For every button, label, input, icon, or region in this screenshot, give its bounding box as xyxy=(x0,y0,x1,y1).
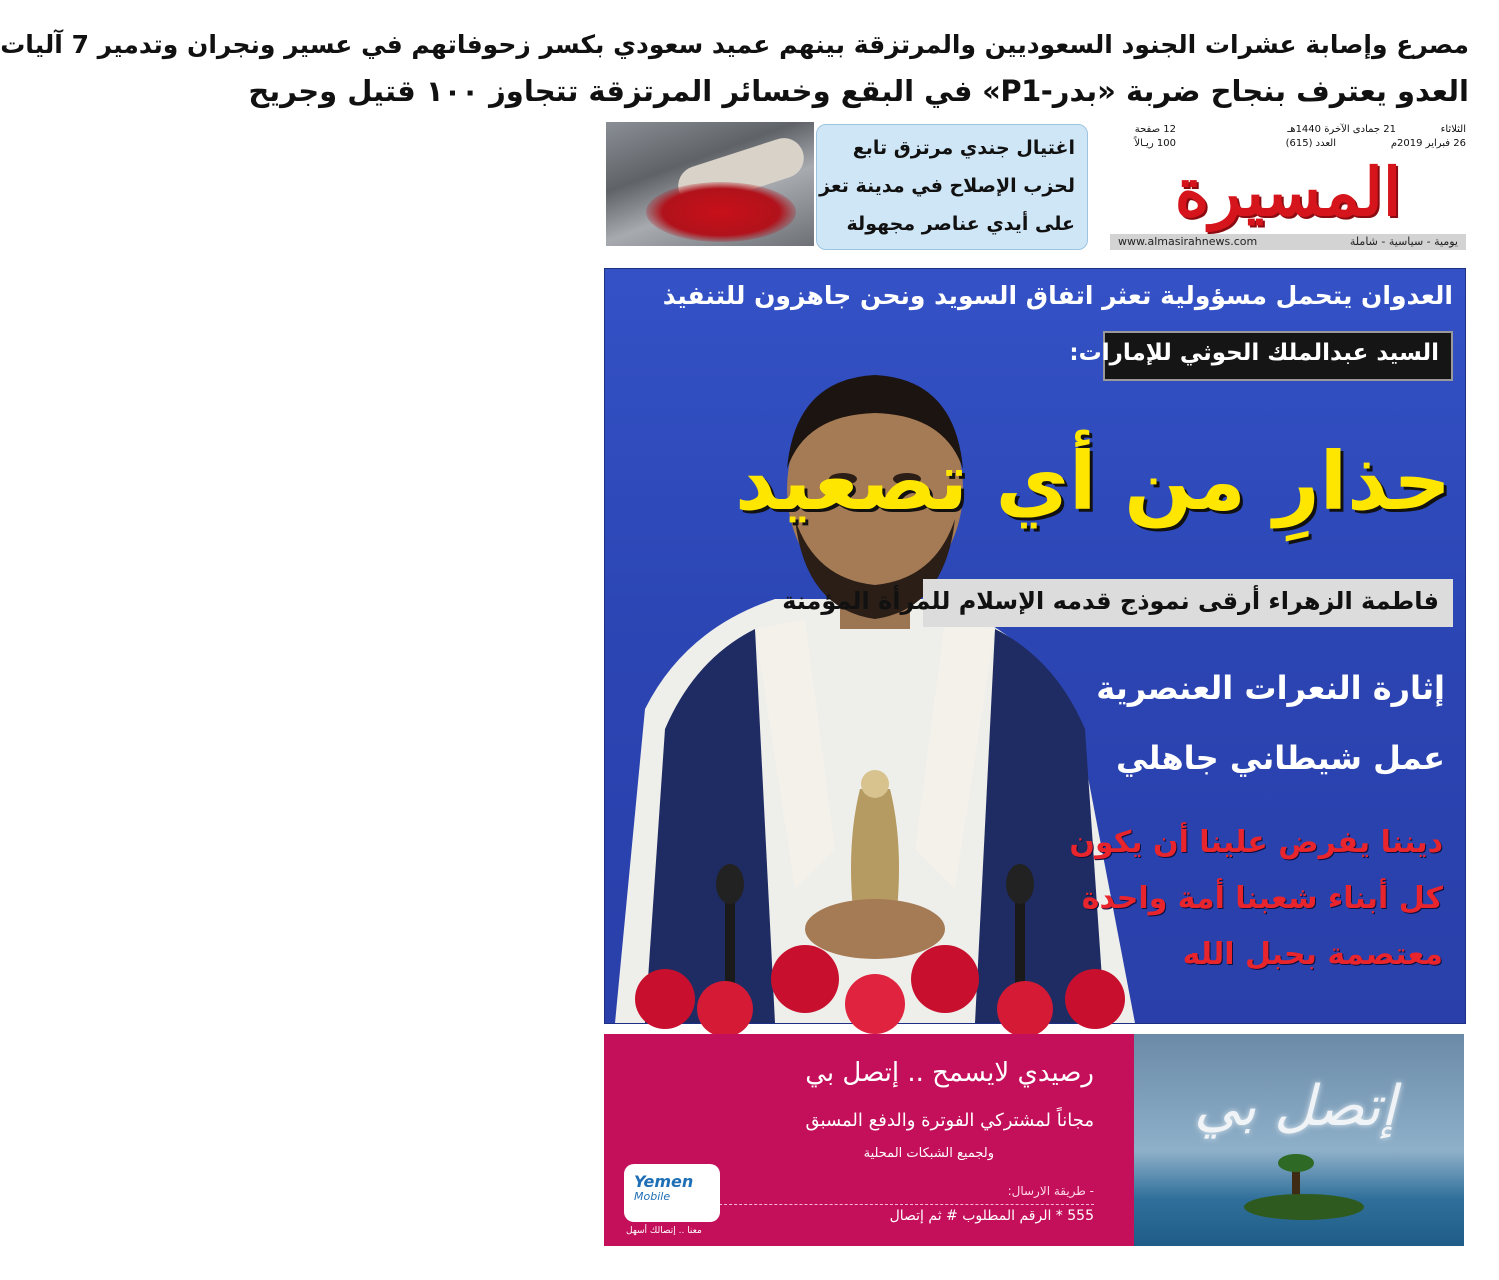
speaker-label: السيد عبدالملك الحوثي للإمارات: xyxy=(1069,340,1439,366)
tagline: يومية - سياسية - شاملة xyxy=(1349,235,1458,248)
white-line-2: عمل شيطاني جاهلي xyxy=(1116,739,1445,777)
masthead-strip xyxy=(1110,234,1466,250)
meta-day: الثلاثاء xyxy=(1440,124,1466,135)
subheadline-box xyxy=(782,579,1453,627)
ad-method: 555 * الرقم المطلوب # ثم إتصال xyxy=(889,1208,1094,1224)
advertisement[interactable] xyxy=(604,1034,1464,1246)
red-line-3: معتصمة بحبل الله xyxy=(1182,937,1443,972)
website[interactable]: www.almasirahnews.com xyxy=(1118,235,1258,248)
ad-title: رصيدي لايسمح .. إتصل بي xyxy=(805,1058,1094,1088)
teaser-line-2: لحزب الإصلاح في مدينة تعز xyxy=(819,175,1075,197)
teaser-line-1: اغتيال جندي مرتزق تابع xyxy=(852,137,1075,159)
ad-line-2: مجاناً لمشتركي الفوترة والدفع المسبق xyxy=(805,1110,1094,1131)
red-line-2: كل أبناء شعبنا أمة واحدة xyxy=(1081,881,1443,916)
meta-price: 100 ريـالاً xyxy=(1134,138,1176,149)
ad-image xyxy=(1134,1034,1464,1246)
ad-divider xyxy=(714,1204,1094,1205)
speaker-label-box xyxy=(1069,331,1453,381)
meta-hijri-date: 21 جمادى الآخرة 1440هـ xyxy=(1287,124,1396,135)
red-line-1: ديننا يفرض علينا أن يكون xyxy=(1069,825,1443,860)
main-headline: حذارِ من أي تصعيد xyxy=(734,435,1451,528)
main-kicker: العدوان يتحمل مسؤولية تعثر اتفاق السويد ونحن جاهزون للتنفيذ xyxy=(662,281,1453,310)
subheadline: فاطمة الزهراء أرقى نموذج قدمه الإسلام للمرأة المؤمنة xyxy=(782,587,1439,615)
teaser-photo xyxy=(606,122,814,246)
teaser-box xyxy=(816,124,1088,250)
main-story xyxy=(604,268,1466,1024)
island xyxy=(1244,1194,1364,1220)
brand-name-1: Yemen xyxy=(634,1172,694,1191)
meta-pages: 12 صفحة xyxy=(1134,124,1176,135)
palm-leaves xyxy=(1278,1154,1314,1172)
teaser-line-3: على أيدي عناصر مجهولة xyxy=(846,213,1075,235)
yemen-mobile-logo xyxy=(624,1164,720,1222)
brand-tagline: معنا .. إتصالك أسهل xyxy=(626,1226,702,1236)
meta-issue: العدد (615) xyxy=(1285,138,1336,149)
ad-panel xyxy=(604,1034,1134,1246)
meta-gregorian-date: 26 فبراير 2019م xyxy=(1390,138,1466,149)
top-headline-1: مصرع وإصابة عشرات الجنود السعوديين والمرتزقة بينهم عميد سعودي بكسر زحوفاتهم في عسير ونجران وتدمير 7 آليات xyxy=(0,30,1469,59)
white-line-1: إثارة النعرات العنصرية xyxy=(1096,669,1445,707)
ad-line-3: ولجميع الشبكات المحلية xyxy=(863,1146,994,1161)
cloud-text: إتصل بي xyxy=(1194,1074,1397,1139)
brand-name-2: Mobile xyxy=(634,1190,671,1203)
top-headline-2: العدو يعترف بنجاح ضربة «بدر-P1» في البقع وخسائر المرتزقة تتجاوز ١٠٠ قتيل وجريح xyxy=(248,74,1469,108)
ad-method-label: - طريقة الارسال: xyxy=(1007,1184,1094,1198)
newspaper-logo: المسيرة xyxy=(1174,153,1402,231)
